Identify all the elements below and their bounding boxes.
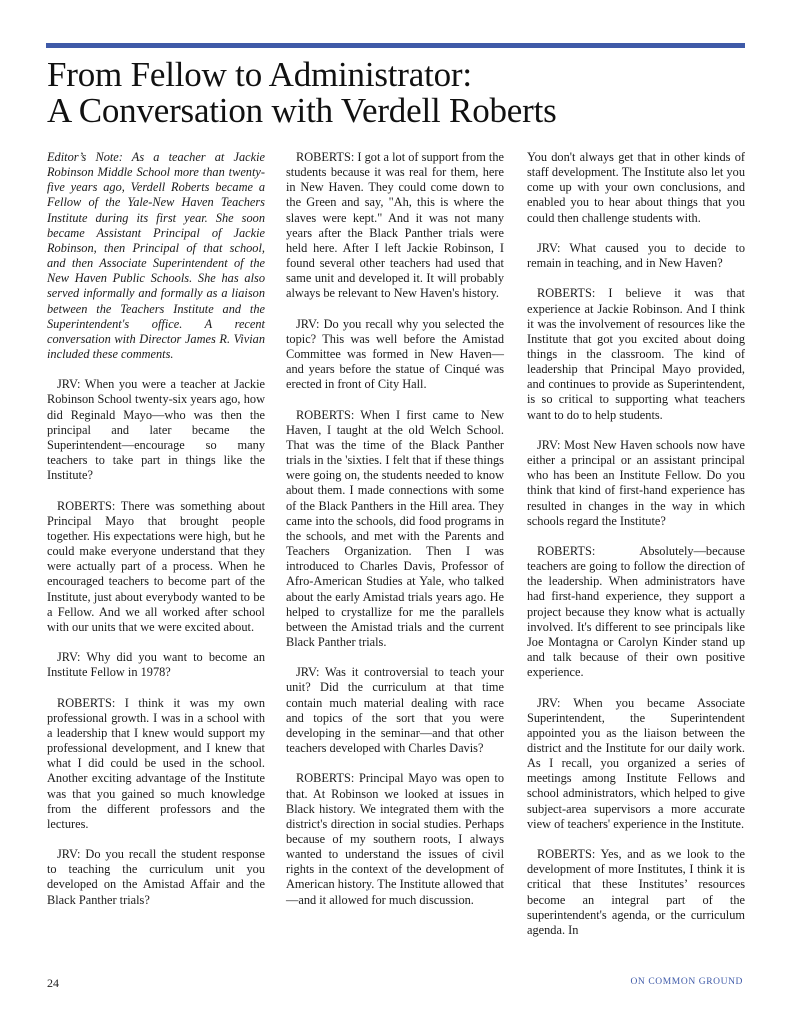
- paragraph: ROBERTS: Yes, and as we look to the development of more Institutes, I think it is critical that these Institutes’ resources become an integral part of the superintendent's agenda, or the curriculum agenda. In: [527, 847, 745, 937]
- page-number: 24: [47, 976, 59, 990]
- paragraph: JRV: What caused you to decide to remain in teaching, and in New Haven?: [527, 240, 745, 271]
- paragraph: JRV: When you became Associate Superintendent, the Superintendent appointed you as the liaison between the district and the Institute for our daily work. As I recall, you organized a series of meetings among Institute Fellows and school administrators, which helped to give subject-area supervisors a more accurate view of teachers' experience in the Institute.: [527, 695, 745, 831]
- publication-name: ON COMMON GROUND: [630, 977, 743, 987]
- paragraph: ROBERTS: I got a lot of support from the students because it was real for them, here in New Haven. They could come down to the Green and say, "Ah, this is where the slaves were kept." And it was not many years after the Black Panther trials were held here. After I left Jackie Robinson, I found several other teachers had used that same unit and developed it. It will probably always be relevant to New Haven's history.: [286, 150, 504, 301]
- title-line-1: From Fellow to Administrator:: [47, 55, 472, 94]
- paragraph: JRV: Do you recall why you selected the topic? This was well before the Amistad Committee was formed in New Haven—and years before the statue of Cinqué was erected in front of City Hall.: [286, 316, 504, 392]
- paragraph: ROBERTS: There was something about Principal Mayo that brought people together. His expectations were high, but he could make everyone understand that they were actually part of a process. When he encouraged teachers to become part of the Institute, just about everybody wanted to be a Fellow. And we all worked after school with our units that we were excited about.: [47, 498, 265, 634]
- paragraph: JRV: When you were a teacher at Jackie Robinson School twenty-six years ago, how did Reginald Mayo—who was then the principal and later became the Superintendent—encourage so many teachers to take part in things like the Institute?: [47, 377, 265, 483]
- top-rule: [46, 43, 745, 48]
- editors-note: Editor’s Note: As a teacher at Jackie Robinson Middle School more than twenty-five years ago, Verdell Roberts became a Fellow of the Yale-New Haven Teachers Institute during its first year. She soon became Assistant Principal of Jackie Robinson, then Principal of that school, and then Associate Superintendent of the New Haven Public Schools. She has also served informally and formally as a liaison between the Teachers Institute and the Superintendent's office. A recent conversation with Director James R. Vivian included these comments.: [47, 150, 265, 362]
- paragraph: ROBERTS: I believe it was that experience at Jackie Robinson. And I think it was the involvement of resources like the Institute that got you excited about doing things in the classroom. The kind of leadership that Principal Mayo provided, and continues to provide as Superintendent, is so critical to supporting what teachers want to do to help students.: [527, 286, 745, 422]
- column-1: [47, 150, 265, 908]
- paragraph: ROBERTS: When I first came to New Haven, I taught at the old Welch School. That was the time of the Black Panther trials in the 'sixties. I felt that if these things were going on, the students needed to know about them. I made connections with some of the Black Panthers in the Hill area. They came into the schools, did food programs in the schools, and met with the Parents and Teachers Organization. Then I was introduced to Charles Davis, Professor of Afro-American Studies at Yale, who talked about the early Amistad trials years ago. He helped to crystallize for me the parallels between the Amistad trials and the current Black Panther trials.: [286, 407, 504, 649]
- paragraph: ROBERTS: I think it was my own professional growth. I was in a school with a leadership that I knew would support my professional development, and I knew that what I did could be used in the school. Another exciting advantage of the Institute was that you gained so much knowledge from the different professors and the lectures.: [47, 695, 265, 831]
- column-3: [527, 150, 745, 938]
- column-2: [286, 150, 504, 908]
- paragraph: ROBERTS: Principal Mayo was open to that. At Robinson we looked at issues in Black history. We integrated them with the district's direction in social studies. Perhaps because of my southern roots, I always wanted to understand the issues of civil rights in the context of the development of American history. The Institute allowed that—and it allowed for much discussion.: [286, 771, 504, 907]
- paragraph: You don't always get that in other kinds of staff development. The Institute also let you come up with your own conclusions, and enabled you to hear about things that you could then challenge students with.: [527, 150, 745, 225]
- title-line-2: A Conversation with Verdell Roberts: [47, 91, 557, 130]
- paragraph: JRV: Why did you want to become an Institute Fellow in 1978?: [47, 650, 265, 680]
- paragraph: JRV: Do you recall the student response to teaching the curriculum unit you developed on the Amistad Affair and the Black Panther trials?: [47, 847, 265, 907]
- paragraph: JRV: Was it controversial to teach your unit? Did the curriculum at that time contain much material dealing with race and topics of the sort that you were developing in the seminar—and that other teachers developed with Charles Davis?: [286, 665, 504, 756]
- paragraph: ROBERTS: Absolutely—because teachers are going to follow the direction of the leadership. When administrators have had first-hand experience, they support a project because they know what is actually involved. It's different to see principals like Joe Montagna or Carolyn Kinder stand up and talk because of their own positive experience.: [527, 544, 745, 680]
- paragraph: JRV: Most New Haven schools now have either a principal or an assistant principal who has been an Institute Fellow. Do you think that kind of first-hand experience has resulted in changes in the way in which schools regard the Institute?: [527, 437, 745, 528]
- article-title: [47, 57, 747, 129]
